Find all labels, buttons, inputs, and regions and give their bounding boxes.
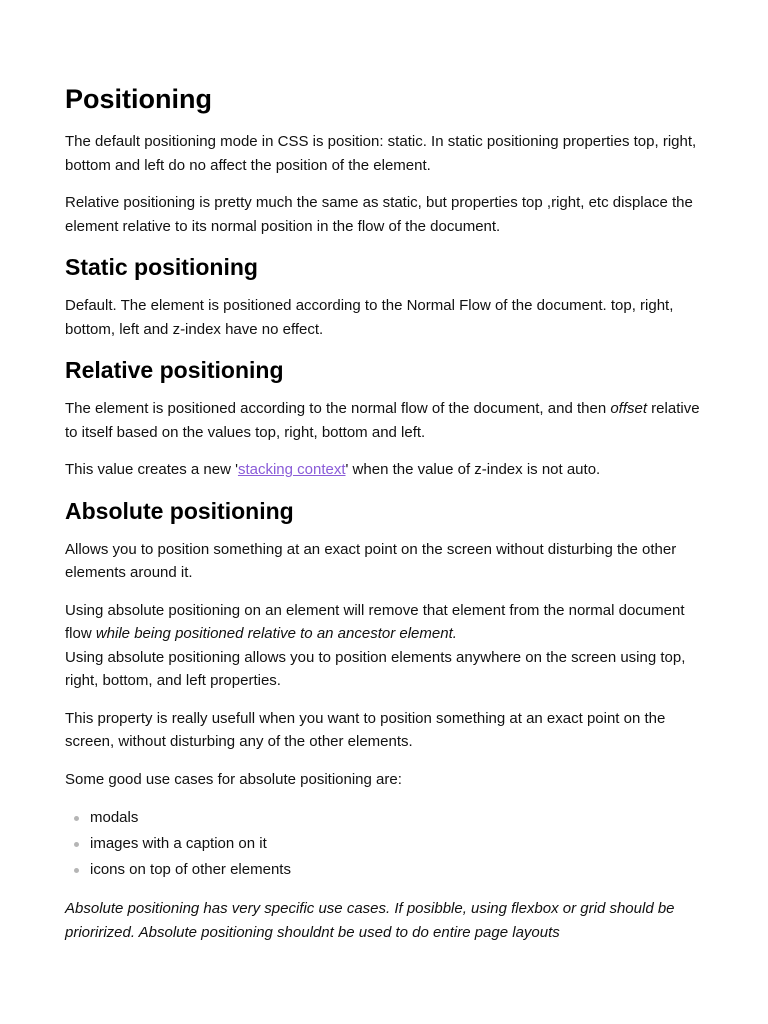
list-item: [90, 831, 703, 857]
absolute-paragraph-1: Allows you to position something at an exact point on the screen without disturbing the other elements around it.: [65, 540, 677, 581]
stacking-context-link[interactable]: stacking context: [237, 461, 346, 478]
relative-heading: Relative positioning: [65, 357, 284, 383]
static-heading: Static positioning: [65, 254, 258, 280]
absolute-p2-emphasis: while being positioned relative to an ancestor element.: [95, 625, 457, 642]
absolute-paragraph-3: This property is really usefull when you want to position something at an exact point on the screen, without disturbing any of the other elements.: [65, 709, 666, 750]
relative-p1-emphasis: offset: [610, 400, 648, 417]
bullet-icon: [74, 868, 79, 873]
relative-p1-text-b: relative to itself based on the values top, right, bottom and left.: [65, 400, 700, 441]
absolute-note: Absolute positioning has very specific use cases. If posibble, using flexbox or grid should be priorirized. Absolute positioning shouldnt be used to do entire page layouts: [65, 900, 675, 941]
relative-paragraph-2: [65, 458, 703, 482]
absolute-paragraph-4: Some good use cases for absolute positioning are:: [65, 770, 402, 788]
absolute-p2-text-a: Using absolute positioning on an element will remove that element from the normal document flow: [65, 601, 685, 642]
absolute-p2-text-b: Using absolute positioning allows you to position elements anywhere on the screen using top, right, bottom, and left properties.: [65, 648, 686, 689]
list-item: [90, 857, 703, 883]
absolute-paragraph-2: [65, 599, 703, 693]
static-paragraph: Default. The element is positioned according to the Normal Flow of the document. top, right, bottom, left and z-index have no effect.: [65, 297, 674, 338]
bullet-icon: [74, 816, 79, 821]
bullet-icon: [74, 842, 79, 847]
page-title: Positioning: [65, 84, 212, 114]
list-item-label: icons on top of other elements: [90, 861, 291, 878]
relative-p2-text-b: ' when the value of z-index is not auto.: [345, 461, 601, 478]
use-cases-list: [65, 805, 703, 883]
relative-p2-text-a: This value creates a new ': [65, 461, 238, 478]
relative-paragraph-1: [65, 397, 703, 444]
intro-paragraph-1: The default positioning mode in CSS is position: static. In static positioning properties top, right, bottom and left do no affect the position of the element.: [65, 133, 697, 174]
list-item-label: images with a caption on it: [90, 835, 267, 852]
relative-p1-text-a: The element is positioned according to the normal flow of the document, and then: [65, 400, 611, 417]
list-item: [90, 805, 703, 831]
intro-paragraph-2: Relative positioning is pretty much the same as static, but properties top ,right, etc displace the element relative to its normal position in the flow of the document.: [65, 194, 693, 235]
absolute-heading: Absolute positioning: [65, 497, 294, 524]
list-item-label: modals: [90, 809, 139, 826]
